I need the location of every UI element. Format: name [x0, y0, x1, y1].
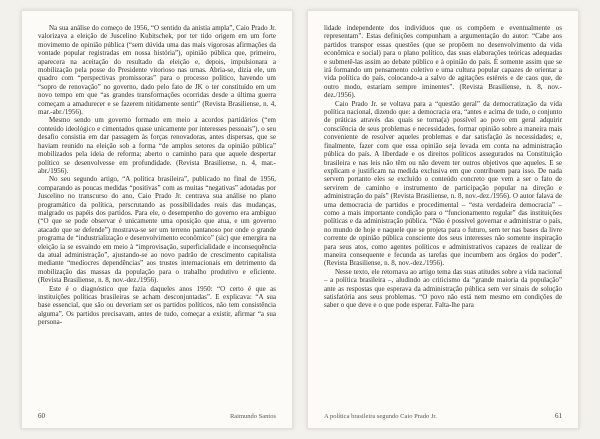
paragraph: Este é o diagnóstico que fazia daqueles anos 1950: “O certo é que as instituições políticas brasileiras se acham desconjuntadas”. E explicava: “A sua base essencial, que são ou deveriam ser os partidos políticos, não tem consistência alguma”. Os partidos precisavam, antes de tudo, começar a existir, afirmar “a sua persona-: [38, 284, 276, 327]
page-number-right: 61: [555, 412, 562, 420]
paragraph: Mesmo sendo um governo formado em meio a acordos partidários (“em conteúdo ideológico e cimentados quase unicamente por interesses pessoais”), o seu desafio consistia em dar passagem às forças renovadoras, antes dispersas, que se haviam reunido na eleição sob a forma “de amplos setores da opinião pública” mobilizados pela ideia de reforma; aberto o caminho para que aquele despertar político se desenvolvesse em profundidade. (Revista Brasiliense, n. 4, mar.-abr./1956).: [38, 116, 276, 175]
page-number-left: 60: [38, 412, 45, 420]
paragraph: Na sua análise do começo de 1956, “O sentido da anistia ampla”, Caio Prado Jr. valorizava a eleição de Juscelino Kubitschek, por ter tido origem em um forte movimento de opinião pública (“sem dúvida uma das mais vigorosas afirmações da vontade popular registradas em nossa história”), opinião pública que, primeiro, aparecera na aceitação do resultado da eleição e, depois, impulsionara a mobilização pela posse do Presidente vitorioso nas urnas. Abria-se, dizia ele, um quadro com “perspectivas promissoras” para o processo político, havendo um “sopro de renovação” no governo, dado pelo fato de JK o ter constituído em um novo tempo em que “as grandes transformações ocorridas desde a última guerra começam a amadurecer e se fazerem nitidamente sentir” (Revista Brasiliense, n. 4, mar.-abr./1956).: [38, 24, 276, 117]
page-right-footer: [324, 406, 562, 420]
page-right-text-block: [324, 24, 562, 406]
book-page-right: [307, 10, 579, 429]
paragraph: No seu segundo artigo, “A política brasileira”, publicado no final de 1956, comparando as poucas medidas “positivas” com as muitas “negativas” adotadas por Juscelino no transcurso do ano, Caio Prado Jr. centrava sua análise no plano programático da política, perscrutando as possibilidades reais das mudanças, malgrado os papéis dos partidos. Para ele, o desempenho do governo era ambíguo (“O que se pode observar é unicamente uma oposição que atua, e um governo atacado que se defende”) mostrava-se ser um terreno pantanoso por onde o grande programa de “industrialização e desenvolvimento econômico” (sic) que emergira na eleição ia se esvaindo em meio à “improvisação, superficialidade e inconsequência da atual administração”, ajustando-se ao novo padrão de crescimento capitalista mediante “medíocres dependências” aos trustes internacionais em detrimento da mobilização das massas da população para o trabalho produtivo e eficiente. (Revista Brasiliense, n. 8, nov.-dez./1956).: [38, 175, 276, 285]
paragraph: Nesse texto, ele retornava ao artigo tema das suas atitudes sobre a vida nacional – a política brasileira –, aludindo ao criticismo da “grande maioria da população” ante as respostas que esperava da administração pública sem ver sinais de solução satisfatória aos seus problemas. “O povo não está nem mesmo em condições de saber o que deve e o que pode esperar. Falta-lhe para: [324, 267, 562, 310]
paragraph: lidade independente dos indivíduos que os compõem e eventualmente os representam”. Estas definições compunham a argumentação do autor: “Cabe aos partidos transpor essas questões (que se propõem no desenvolvimento da vida econômica e social) para o plano político, das suas elaborações teóricas adequadas e submetê-las assim ao debate público e à opinião do país. É somente assim que se irá formando um pensamento coletivo e uma cultura popular capazes de orientar a vida política do país, colocando-a a salvo de agitações estéreis e de caos que, de outro modo, estariam sempre iminentes”. (Revista Brasiliense, n. 8, nov.-dez./1956).: [324, 24, 562, 100]
page-left-text-block: [38, 24, 276, 406]
running-footer-right: A política brasileira segundo Caio Prado Jr.: [324, 413, 437, 420]
page-left-footer: [38, 406, 276, 420]
running-footer-left: Raimundo Santos: [229, 413, 276, 420]
paragraph: Caio Prado Jr. se voltava para a “questão geral” da democratização da vida política nacional, dizendo que: a democracia era, “antes e acima de tudo, o conjunto de práticas através das quais se torna(a) possível ao povo em geral adquirir consciência de seus problemas e necessidades, formar opinião sobre a maneira mais conveniente de resolver aqueles problemas e dar satisfação às necessidades; e, finalmente, fazer com que essa opinião seja levada em conta na administração pública do país. A liberdade e os direitos políticos assegurados na Constituição brasileira e nas leis não têm ou não devem ter outros objetivos que aqueles. E se explicam e justificam na medida exclusiva em que contribuem para isso. De nada servem portanto eles se excluído o conteúdo concreto que vem a ser o fato de servirem de caminho e instrumento de participação popular na direção e administração do país” (Revista Brasiliense, n. 8, nov.-dez./1956). O autor falava de uma democracia de partidos e procedimental – “esta verdadeira democracia” – como a mais importante condição para o “funcionamento regular” das instituições políticas e da administração pública. “Não é possível governar e administrar o país, no mundo de hoje e naquele que se projeta para o futuro, sem ter nas bases da livre corrente de opinião pública consciente dos seus interesses não somente inspiração para seus atos, como agentes políticos e administrativos capazes de realizar de maneira consequente e fecunda as tarefas que incumbem aos órgãos do poder”. (Revista Brasiliense, n. 8, nov.-dez./1956).: [324, 99, 562, 268]
book-page-left: [21, 10, 293, 429]
